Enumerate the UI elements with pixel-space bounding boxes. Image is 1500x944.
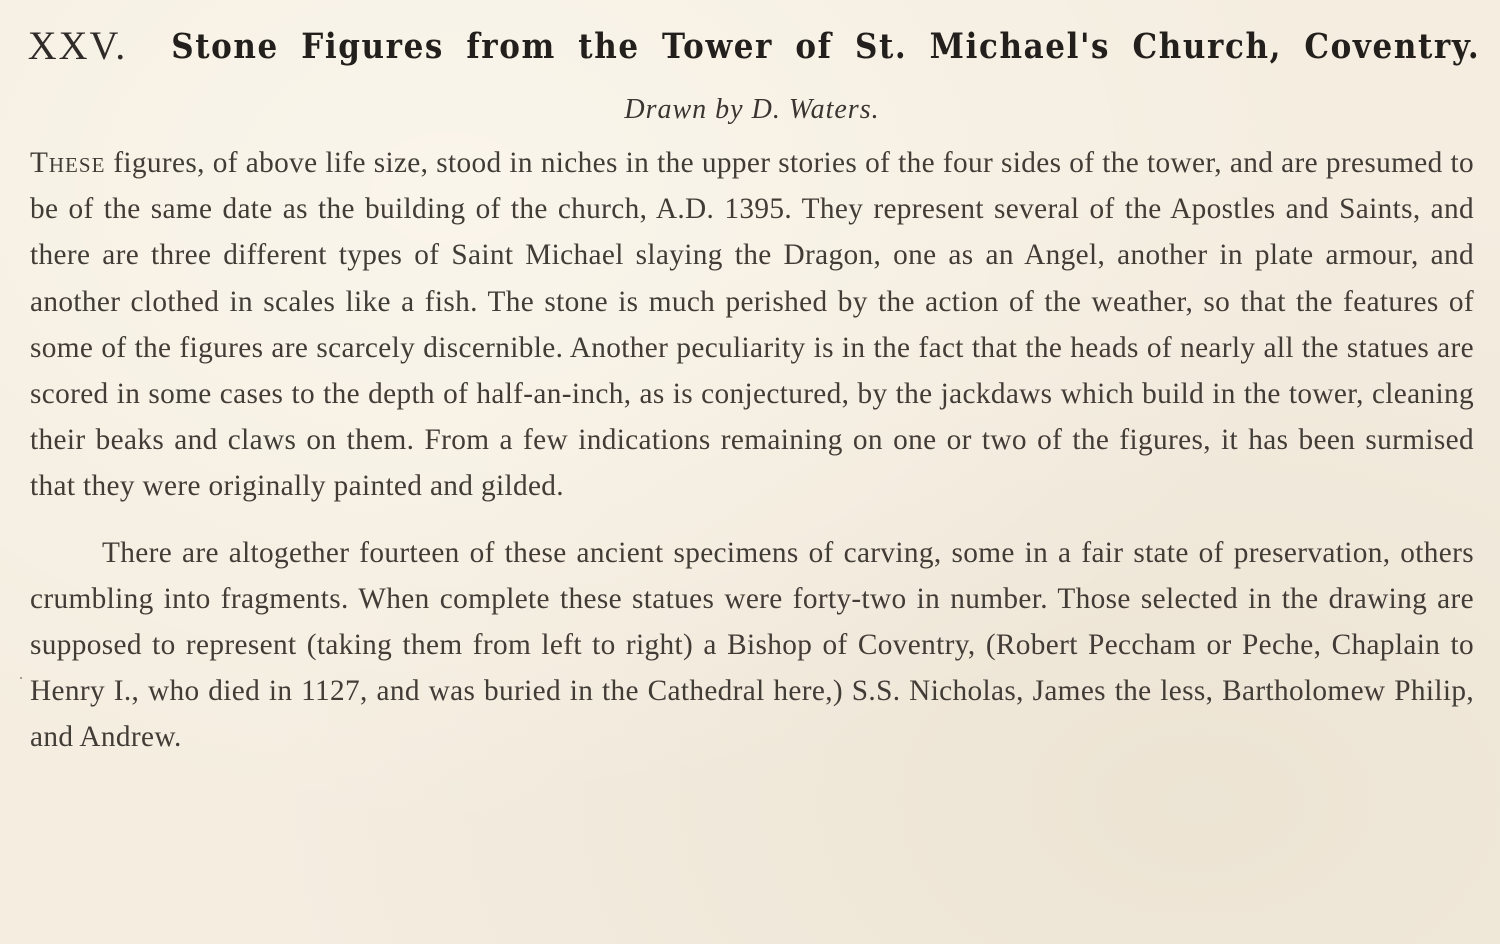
plate-heading <box>27 22 1481 80</box>
paragraph-body: figures, of above life size, stood in niches in the upper stories of the four sides of the tower, and are presumed to be of the same date as the building of the church, A.D. 1395. They represent several of the Apostles and Saints, and there are three different types of Saint Michael slaying the Dragon, one as an Angel, another in plate armour, and another clothed in scales like a fish. The stone is much perished by the action of the weather, so that the features of some of the figures are scarcely discernible. Another peculiarity is in the fact that the heads of nearly all the statues are scored in some cases to the depth of half-an-inch, as is conjectured, by the jackdaws which build in the tower, cleaning their beaks and claws on them. From a few indications remaining on one or two of the figures, it has been surmised that they were originally painted and gilded. <box>30 147 1474 503</box>
document-page <box>27 22 1481 761</box>
margin-mark <box>20 677 22 679</box>
paragraph-description <box>30 140 1474 510</box>
plate-number: XXV. <box>27 23 128 68</box>
paragraph-lead-word: These <box>30 147 106 179</box>
paragraph-figures-list: There are altogether fourteen of these ancient specimens of carving, some in a fair state of preservation, others crumbling into fragments. When complete these statues were forty-two in number. Those selected in the drawing are supposed to represent (taking them from left to right) a Bishop of Coventry, (Robert Peccham or Peche, Chaplain to Henry I., who died in 1127, and was buried in the Cathedral here,) S.S. Nicholas, James the less, Bartholomew Philip, and Andrew. <box>30 536 1474 754</box>
artist-credit: Drawn by D. Waters. <box>624 94 880 125</box>
plate-title: Stone Figures from the Tower of St. Michael's Church, Coventry. <box>171 26 1481 67</box>
